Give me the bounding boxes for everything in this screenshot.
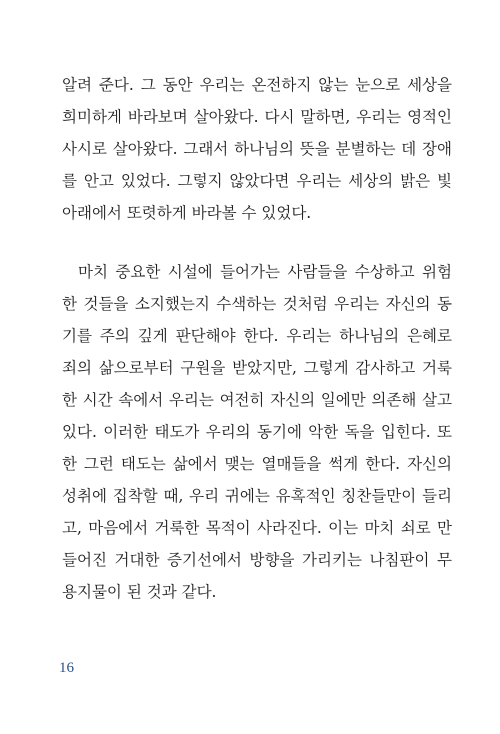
text-line: 마치 중요한 시설에 들어가는 사람들을 수상하고 위험 [78,263,452,281]
text-line: 를 안고 있었다. 그렇지 않았다면 우리는 세상의 밝은 빛 [62,172,452,190]
text-line: 한 그런 태도는 삶에서 맺는 열매들을 썩게 한다. 자신의 [62,455,452,473]
text-line: 알려 준다. 그 동안 우리는 온전하지 않는 눈으로 세상을 [62,76,452,94]
text-line: 한 시간 속에서 우리는 여전히 자신의 일에만 의존해 살고 [62,391,452,409]
text-line: 성취에 집착할 때, 우리 귀에는 유혹적인 칭찬들만이 들리 [62,487,452,505]
paragraph-2 [62,256,452,608]
text-line: 사시로 살아왔다. 그래서 하나님의 뜻을 분별하는 데 장애 [62,140,452,158]
text-line: 들어진 거대한 증기선에서 방향을 가리키는 나침판이 무 [62,551,452,569]
text-line: 용지물이 된 것과 같다. [62,583,217,601]
paragraph-1 [62,69,452,229]
text-line: 죄의 삶으로부터 구원을 받았지만, 그렇게 감사하고 거룩 [62,359,452,377]
text-line: 고, 마음에서 거룩한 목적이 사라진다. 이는 마치 쇠로 만 [62,519,452,537]
text-line: 아래에서 또렷하게 바라볼 수 있었다. [62,204,312,222]
text-line: 기를 주의 깊게 판단해야 한다. 우리는 하나님의 은혜로 [62,327,452,345]
text-line: 있다. 이러한 태도가 우리의 동기에 악한 독을 입힌다. 또 [62,423,452,441]
text-line: 희미하게 바라보며 살아왔다. 다시 말하면, 우리는 영적인 [62,108,452,126]
text-line: 한 것들을 소지했는지 수색하는 것처럼 우리는 자신의 동 [62,295,452,313]
page-number: 16 [59,660,74,676]
